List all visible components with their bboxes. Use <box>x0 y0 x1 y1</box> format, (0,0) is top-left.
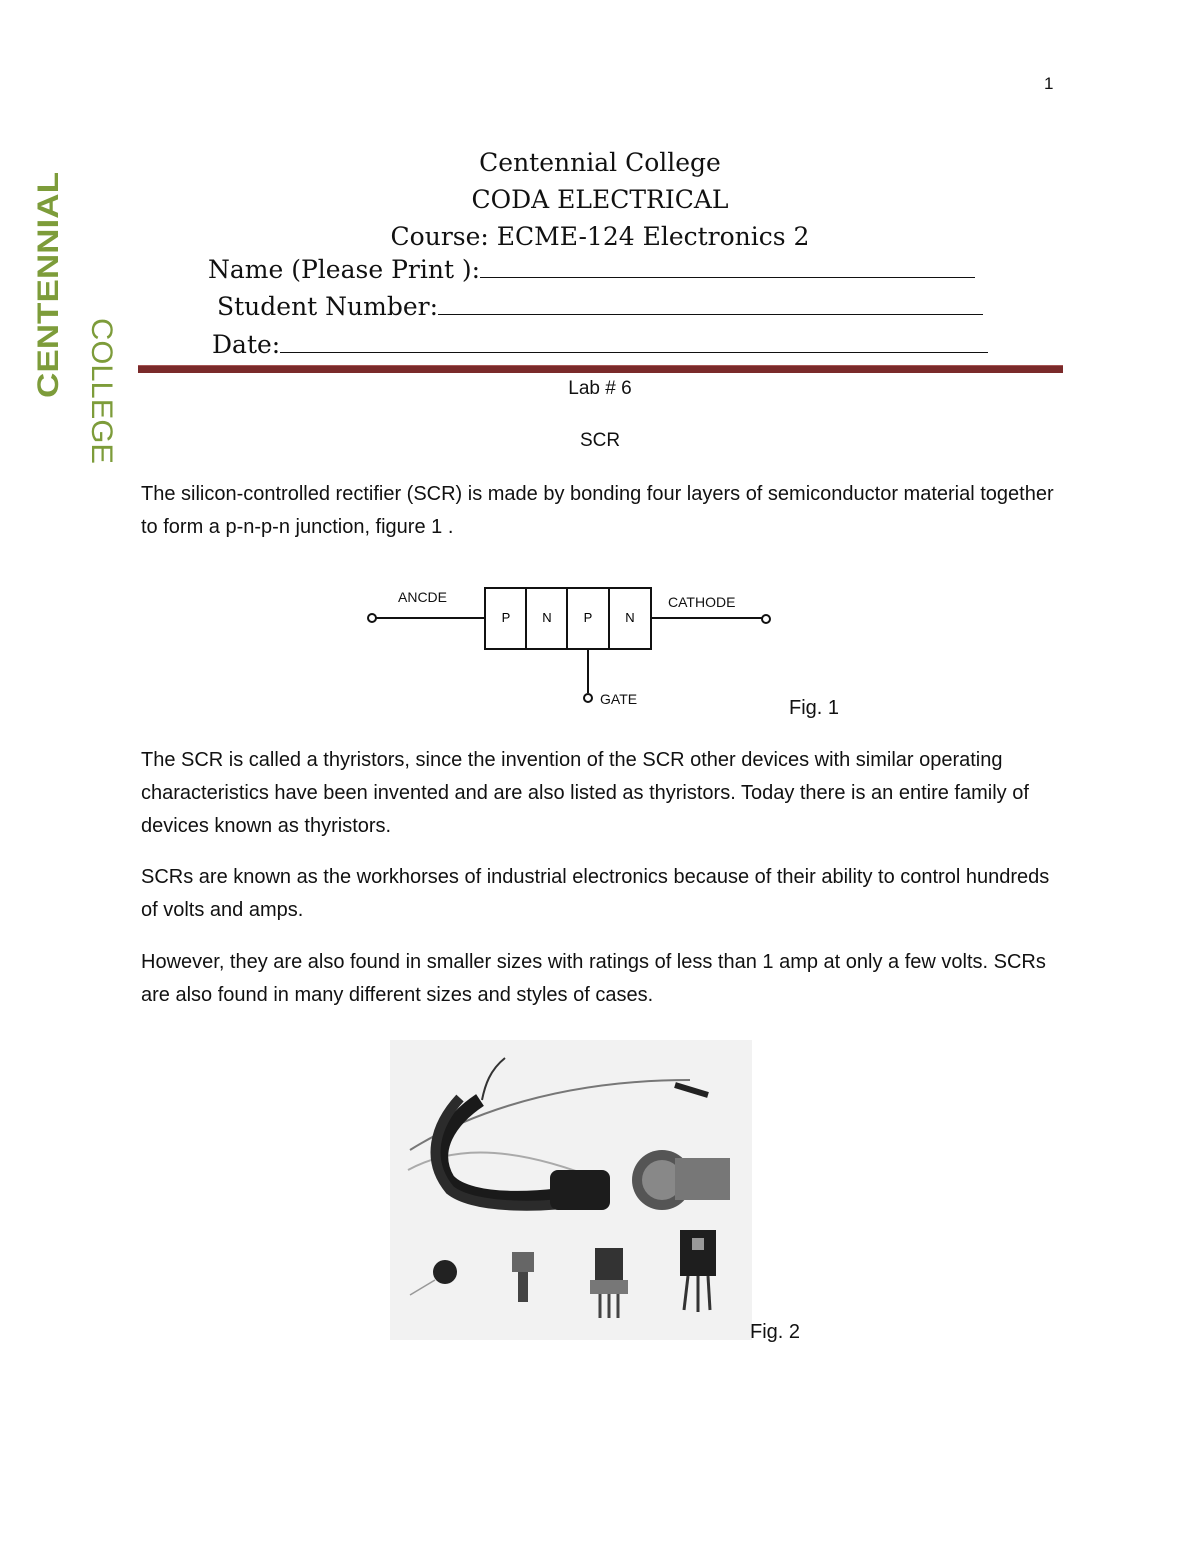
photo-to5-scr <box>512 1252 534 1272</box>
header-block <box>140 144 1060 255</box>
photo-small-scr <box>433 1260 457 1284</box>
logo-word-centennial: CENTENNIAL <box>32 204 65 398</box>
name-label: Name (Please Print ): <box>208 255 481 284</box>
photo-to126-hole <box>692 1238 704 1250</box>
lab-title: Lab # 6 <box>568 378 632 399</box>
scr-packages-photo <box>390 1040 752 1340</box>
anode-label: ANCDE <box>398 589 448 605</box>
name-field-row <box>208 253 975 284</box>
date-field-row <box>212 328 988 359</box>
intro-paragraph: The silicon-controlled rectifier (SCR) is made by bonding four layers of semiconductor material together to form a p-n-p-n junction, figure 1 . <box>141 483 1054 538</box>
college-name: Centennial College <box>479 148 721 177</box>
photo-cable-sleeve <box>550 1170 610 1210</box>
photo-stud-thread <box>675 1158 730 1200</box>
photo-lead <box>708 1276 710 1310</box>
student-number-blank[interactable] <box>438 290 983 315</box>
figure1-caption: Fig. 1 <box>789 697 840 719</box>
layer-label: N <box>542 610 552 625</box>
figure2-caption: Fig. 2 <box>750 1321 801 1343</box>
lab-topic: SCR <box>579 430 621 451</box>
cathode-label: CATHODE <box>668 594 736 610</box>
date-blank[interactable] <box>280 328 988 353</box>
workhorse-paragraph: SCRs are known as the workhorses of industrial electronics because of their ability to control hundreds of volts and amps. <box>141 866 1050 921</box>
scr-layer-diagram <box>360 580 780 710</box>
cathode-terminal <box>762 615 770 623</box>
course-title: Course: ECME-124 Electronics 2 <box>390 222 810 251</box>
sizes-paragraph: However, they are also found in smaller sizes with ratings of less than 1 amp at only a few volts. SCRs are also found in many different sizes and styles of cases. <box>141 951 1046 1006</box>
name-blank[interactable] <box>480 253 975 278</box>
thyristor-paragraph: The SCR is called a thyristors, since the invention of the SCR other devices with similar operating characteristics have been invented and are also listed as thyristors. Today there is an entire family of devices known as thyristors. <box>141 749 1029 837</box>
photo-to126-scr <box>680 1230 716 1276</box>
header-rule <box>138 365 1063 373</box>
date-label: Date: <box>212 330 281 359</box>
anode-terminal <box>368 614 376 622</box>
photo-to5-stud <box>518 1272 528 1302</box>
logo-word-college: COLLEGE <box>85 318 118 460</box>
gate-label: GATE <box>600 691 638 707</box>
page-number: 1 <box>1044 74 1054 93</box>
gate-terminal <box>584 694 592 702</box>
layer-label: P <box>583 610 593 625</box>
layer-label: P <box>501 610 511 625</box>
layer-label: N <box>625 610 635 625</box>
college-logo <box>32 172 118 460</box>
program-name: CODA ELECTRICAL <box>471 185 729 214</box>
photo-to220-scr <box>595 1248 623 1280</box>
student-number-label: Student Number: <box>217 292 439 321</box>
student-number-field-row <box>217 290 983 321</box>
photo-to220-tab <box>590 1280 628 1294</box>
